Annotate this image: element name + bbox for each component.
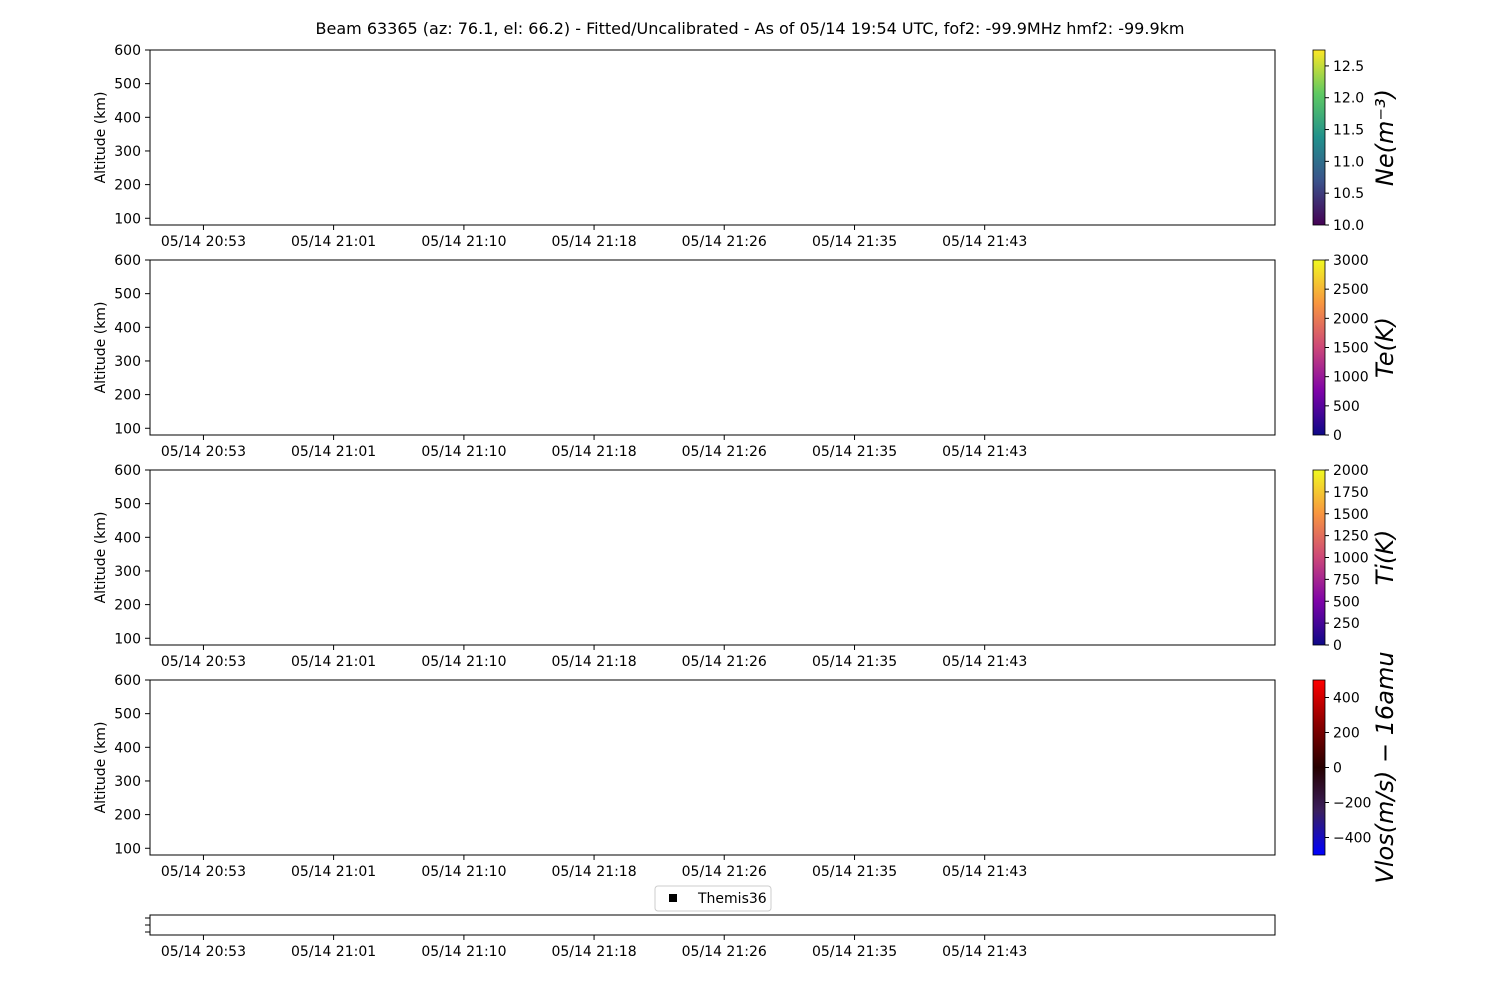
legend [655, 886, 771, 911]
x-tick-label: 05/14 21:10 [421, 444, 507, 460]
colorbar-tick-label: 10.0 [1333, 218, 1365, 234]
x-tick-label: 05/14 21:35 [811, 654, 898, 670]
colorbar-tick-label: 1250 [1333, 528, 1369, 545]
colorbar-tick-label: 500 [1333, 398, 1360, 415]
legend-entry: Themis36 [698, 891, 767, 907]
y-tick-label: 300 [114, 143, 141, 160]
colorbar-tick-label: 3000 [1333, 253, 1369, 269]
colorbar-tick-label: 1500 [1333, 340, 1369, 357]
x-tick-label: 05/14 21:26 [681, 864, 767, 880]
y-tick-label: 300 [114, 773, 141, 790]
y-tick-label: 300 [114, 353, 141, 370]
colorbar-tick-label: 2000 [1333, 463, 1369, 479]
colorbar-tick-label: −200 [1333, 795, 1372, 812]
colorbar-tick-label: 2500 [1333, 282, 1369, 299]
y-tick-label: 200 [114, 177, 141, 194]
x-tick-label: 05/14 20:53 [160, 444, 247, 460]
x-tick-label: 05/14 21:35 [811, 944, 898, 960]
x-tick-label: 05/14 21:18 [551, 864, 637, 880]
x-tick-label: 05/14 21:26 [681, 654, 767, 670]
x-tick-label: 05/14 21:43 [942, 864, 1028, 880]
panel-vlos [93, 651, 1399, 883]
y-tick-label: 600 [114, 673, 141, 689]
y-tick-label: 500 [114, 706, 141, 723]
x-tick-label: 05/14 21:18 [551, 234, 637, 250]
colorbar-tick-label: −400 [1333, 830, 1372, 847]
colorbar-label: Te(K) [1371, 317, 1399, 378]
x-tick-label: 05/14 21:26 [681, 444, 767, 460]
x-tick-label: 05/14 21:01 [291, 234, 377, 250]
colorbar-tick-label: 0 [1333, 638, 1342, 654]
y-tick-label: 100 [114, 841, 141, 858]
x-tick-label: 05/14 21:01 [291, 864, 377, 880]
colorbar-te [1313, 260, 1325, 435]
x-tick-label: 05/14 21:10 [421, 944, 507, 960]
plot-area [150, 50, 1275, 225]
y-tick-label: 600 [114, 463, 141, 479]
panel-te [93, 253, 1399, 460]
x-tick-label: 05/14 20:53 [160, 234, 247, 250]
y-axis-label: Altitude (km) [93, 721, 109, 814]
x-tick-label: 05/14 21:01 [291, 654, 377, 670]
y-tick-label: 400 [114, 320, 141, 337]
colorbar-tick-label: 1500 [1333, 506, 1369, 523]
x-tick-label: 05/14 21:43 [942, 654, 1028, 670]
x-tick-label: 05/14 21:01 [291, 944, 377, 960]
colorbar-tick-label: 1000 [1333, 550, 1369, 567]
x-tick-label: 05/14 21:10 [421, 864, 507, 880]
colorbar-tick-label: 200 [1333, 725, 1360, 742]
colorbar-tick-label: 1750 [1333, 484, 1369, 501]
x-tick-label: 05/14 21:10 [421, 234, 507, 250]
strip-plot-area [150, 915, 1275, 935]
x-tick-label: 05/14 21:01 [291, 444, 377, 460]
y-tick-label: 500 [114, 286, 141, 303]
figure-title: Beam 63365 (az: 76.1, el: 66.2) - Fitted/Uncalibrated - As of 05/14 19:54 UTC, fof2: -99.9MHz hmf2: -99.9km [315, 19, 1185, 38]
plot-area [150, 260, 1275, 435]
y-tick-label: 100 [114, 631, 141, 648]
y-tick-label: 200 [114, 597, 141, 614]
y-tick-label: 400 [114, 530, 141, 547]
y-tick-label: 200 [114, 387, 141, 404]
strip-panel [145, 915, 1275, 960]
y-tick-label: 500 [114, 76, 141, 93]
x-tick-label: 05/14 21:10 [421, 654, 507, 670]
x-tick-label: 05/14 21:18 [551, 444, 637, 460]
y-axis-label: Altitude (km) [93, 91, 109, 184]
y-tick-label: 100 [114, 421, 141, 438]
x-tick-label: 05/14 20:53 [160, 654, 247, 670]
x-tick-label: 05/14 21:26 [681, 944, 767, 960]
colorbar-label: Vlos(m/s) − 16amu [1371, 651, 1399, 884]
x-tick-label: 05/14 21:43 [942, 444, 1028, 460]
x-tick-label: 05/14 21:43 [942, 944, 1028, 960]
x-tick-label: 05/14 21:35 [811, 234, 898, 250]
colorbar-tick-label: 12.0 [1333, 90, 1365, 107]
colorbar-tick-label: 2000 [1333, 311, 1369, 328]
colorbar-label: Ti(K) [1371, 529, 1399, 586]
colorbar-ti [1313, 470, 1325, 645]
x-tick-label: 05/14 21:43 [942, 234, 1028, 250]
y-tick-label: 500 [114, 496, 141, 513]
panel-ti [93, 463, 1399, 670]
y-tick-label: 600 [114, 43, 141, 59]
y-tick-label: 200 [114, 807, 141, 824]
colorbar-tick-label: 500 [1333, 594, 1360, 611]
colorbar-tick-label: 10.5 [1333, 186, 1365, 203]
colorbar-tick-label: 1000 [1333, 369, 1369, 386]
colorbar-vlos [1313, 680, 1325, 855]
x-tick-label: 05/14 20:53 [160, 944, 247, 960]
x-tick-label: 05/14 21:18 [551, 654, 637, 670]
y-axis-label: Altitude (km) [93, 511, 109, 604]
y-tick-label: 400 [114, 110, 141, 127]
colorbar-tick-label: 250 [1333, 616, 1360, 633]
colorbar-ne [1313, 50, 1325, 225]
colorbar-tick-label: 0 [1333, 760, 1342, 777]
colorbar-tick-label: 11.5 [1333, 122, 1365, 139]
plot-area [150, 680, 1275, 855]
y-tick-label: 100 [114, 211, 141, 228]
plot-area [150, 470, 1275, 645]
y-tick-label: 400 [114, 740, 141, 757]
colorbar-tick-label: 11.0 [1333, 154, 1365, 171]
colorbar-label: Ne(m⁻³) [1371, 88, 1399, 187]
x-tick-label: 05/14 21:26 [681, 234, 767, 250]
panel-ne [93, 43, 1399, 250]
y-tick-label: 300 [114, 563, 141, 580]
x-tick-label: 05/14 20:53 [160, 864, 247, 880]
x-tick-label: 05/14 21:35 [811, 864, 898, 880]
colorbar-tick-label: 750 [1333, 572, 1360, 589]
x-tick-label: 05/14 21:35 [811, 444, 898, 460]
colorbar-tick-label: 0 [1333, 428, 1342, 444]
x-tick-label: 05/14 21:18 [551, 944, 637, 960]
legend-marker [669, 894, 677, 902]
colorbar-tick-label: 12.5 [1333, 58, 1365, 75]
y-axis-label: Altitude (km) [93, 301, 109, 394]
y-tick-label: 600 [114, 253, 141, 269]
colorbar-tick-label: 400 [1333, 690, 1360, 707]
